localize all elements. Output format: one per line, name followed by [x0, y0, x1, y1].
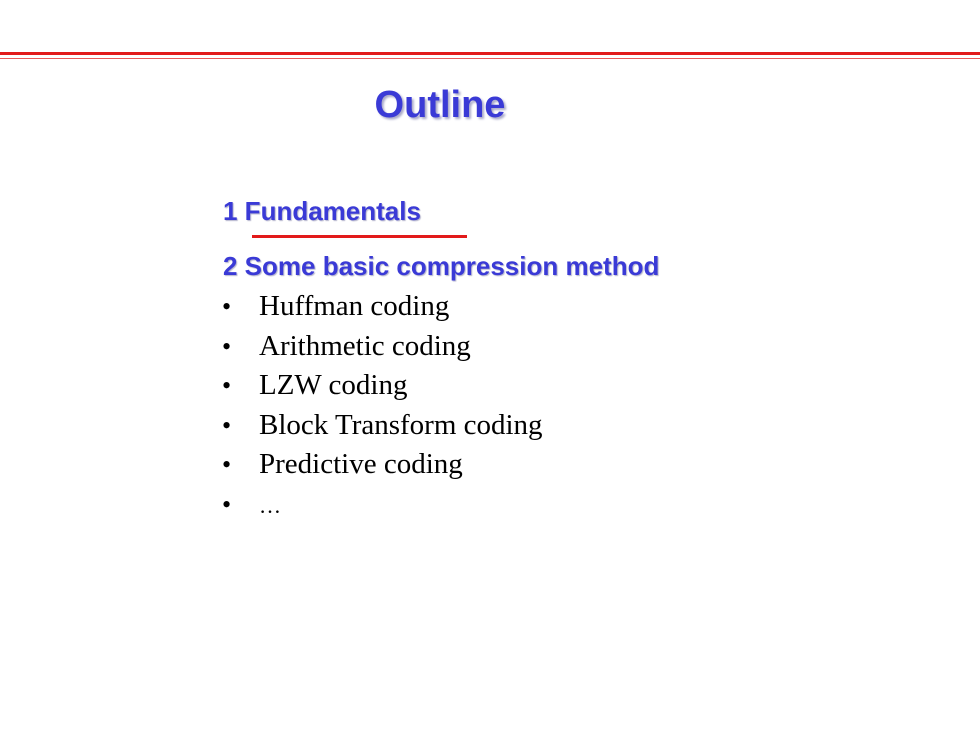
bullet-icon: •: [222, 450, 232, 479]
list-item: [222, 406, 543, 446]
top-divider-line: [0, 52, 980, 55]
bullet-icon: •: [222, 489, 232, 519]
section-heading-compression-methods: 2 Some basic compression method: [223, 251, 660, 281]
top-divider-line-thin: [0, 58, 980, 59]
list-item-text: Huffman coding: [259, 290, 450, 322]
highlight-underline: [252, 235, 467, 238]
list-item: [222, 445, 543, 485]
list-item: [222, 287, 543, 327]
list-item-text: Block Transform coding: [259, 408, 543, 441]
slide-title: Outline: [374, 84, 506, 126]
list-item-text: LZW coding: [259, 369, 408, 401]
list-item: [222, 485, 543, 526]
bullet-icon: •: [222, 371, 232, 400]
list-item-text: Predictive coding: [259, 448, 463, 480]
section-heading-fundamentals: 1 Fundamentals: [223, 196, 421, 226]
method-bullet-list: [222, 287, 543, 525]
list-item: [222, 327, 543, 367]
bullet-icon: •: [222, 410, 232, 440]
list-item-text: Arithmetic coding: [259, 329, 471, 362]
list-item: [222, 366, 543, 406]
list-item-text: …: [259, 492, 281, 518]
bullet-icon: •: [222, 292, 232, 321]
bullet-icon: •: [222, 331, 232, 361]
